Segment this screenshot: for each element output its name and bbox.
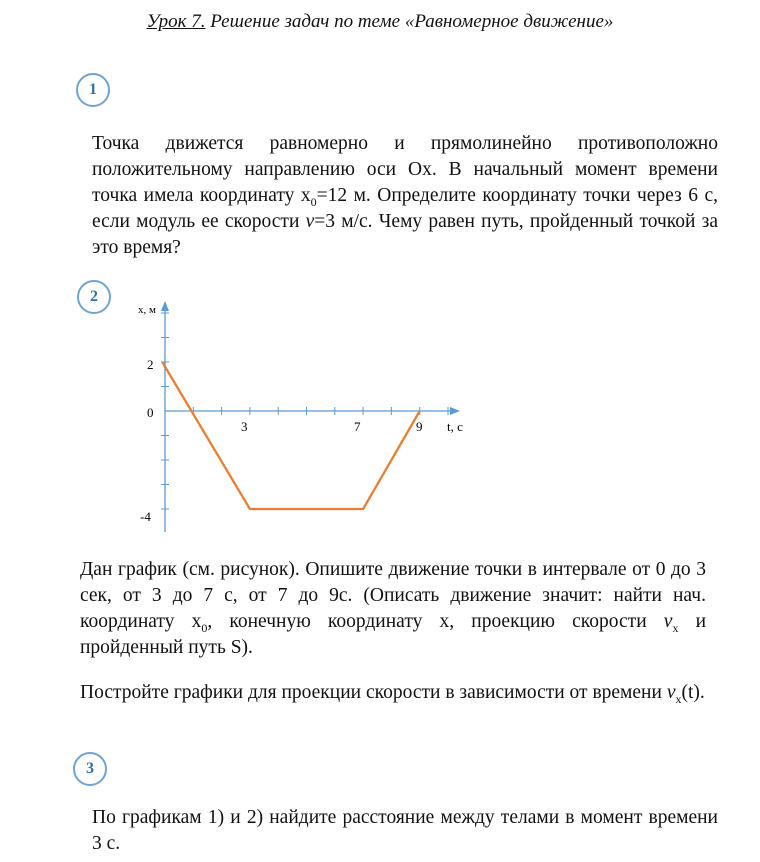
task-1-text: Точка движется равномерно и прямолинейно противоположно положительному направлению оси Ox. В начальный момент времени точка имела координату $x_0=12$ м. Определите координату точки через 6 с, если модуль ее скорости v=3 м/с. Чему равен путь, пройденный точкой за это время? bbox=[92, 133, 719, 258]
x-tick-label-7: 7 bbox=[354, 419, 361, 434]
lesson-number: Урок 7. bbox=[146, 11, 206, 32]
x-tick-label-9: 9 bbox=[416, 419, 423, 434]
y-tick-label-0: 0 bbox=[147, 405, 154, 420]
x-axis-label: t, с bbox=[447, 419, 463, 434]
position-series-line bbox=[162, 362, 420, 509]
lesson-topic: Решение задач по теме «Равномерное движение» bbox=[205, 11, 614, 32]
task-1-badge: 1 bbox=[76, 73, 110, 107]
x-tick-label-3: 3 bbox=[241, 419, 248, 434]
y-axis-arrow bbox=[161, 301, 169, 311]
y-tick-label-2: 2 bbox=[147, 357, 154, 372]
task-3-text: По графикам 1) и 2) найдите расстояние между телами в момент времени 3 с. bbox=[92, 807, 718, 854]
lesson-title bbox=[0, 10, 760, 34]
x-axis-arrow bbox=[450, 407, 460, 415]
task-2-badge: 2 bbox=[77, 280, 111, 314]
task-2-question: Постройте графики для проекции скорости в зависимости от времени $v_x(t)$. bbox=[80, 682, 705, 706]
y-tick-label-minus-4: -4 bbox=[140, 509, 151, 524]
task-3-badge: 3 bbox=[73, 752, 107, 786]
position-time-chart bbox=[130, 295, 470, 535]
task-2-description: Дан график (см. рисунок). Опишите движение точки в интервале от 0 до 3 сек, от 3 до 7 с, от 7 до 9с. (Описать движение значит: найти нач. координату $x_0$, конечную координату x, проекцию скорости $v_x$ и пройденный путь S). bbox=[80, 559, 707, 658]
y-axis-label: x, м bbox=[138, 304, 156, 316]
